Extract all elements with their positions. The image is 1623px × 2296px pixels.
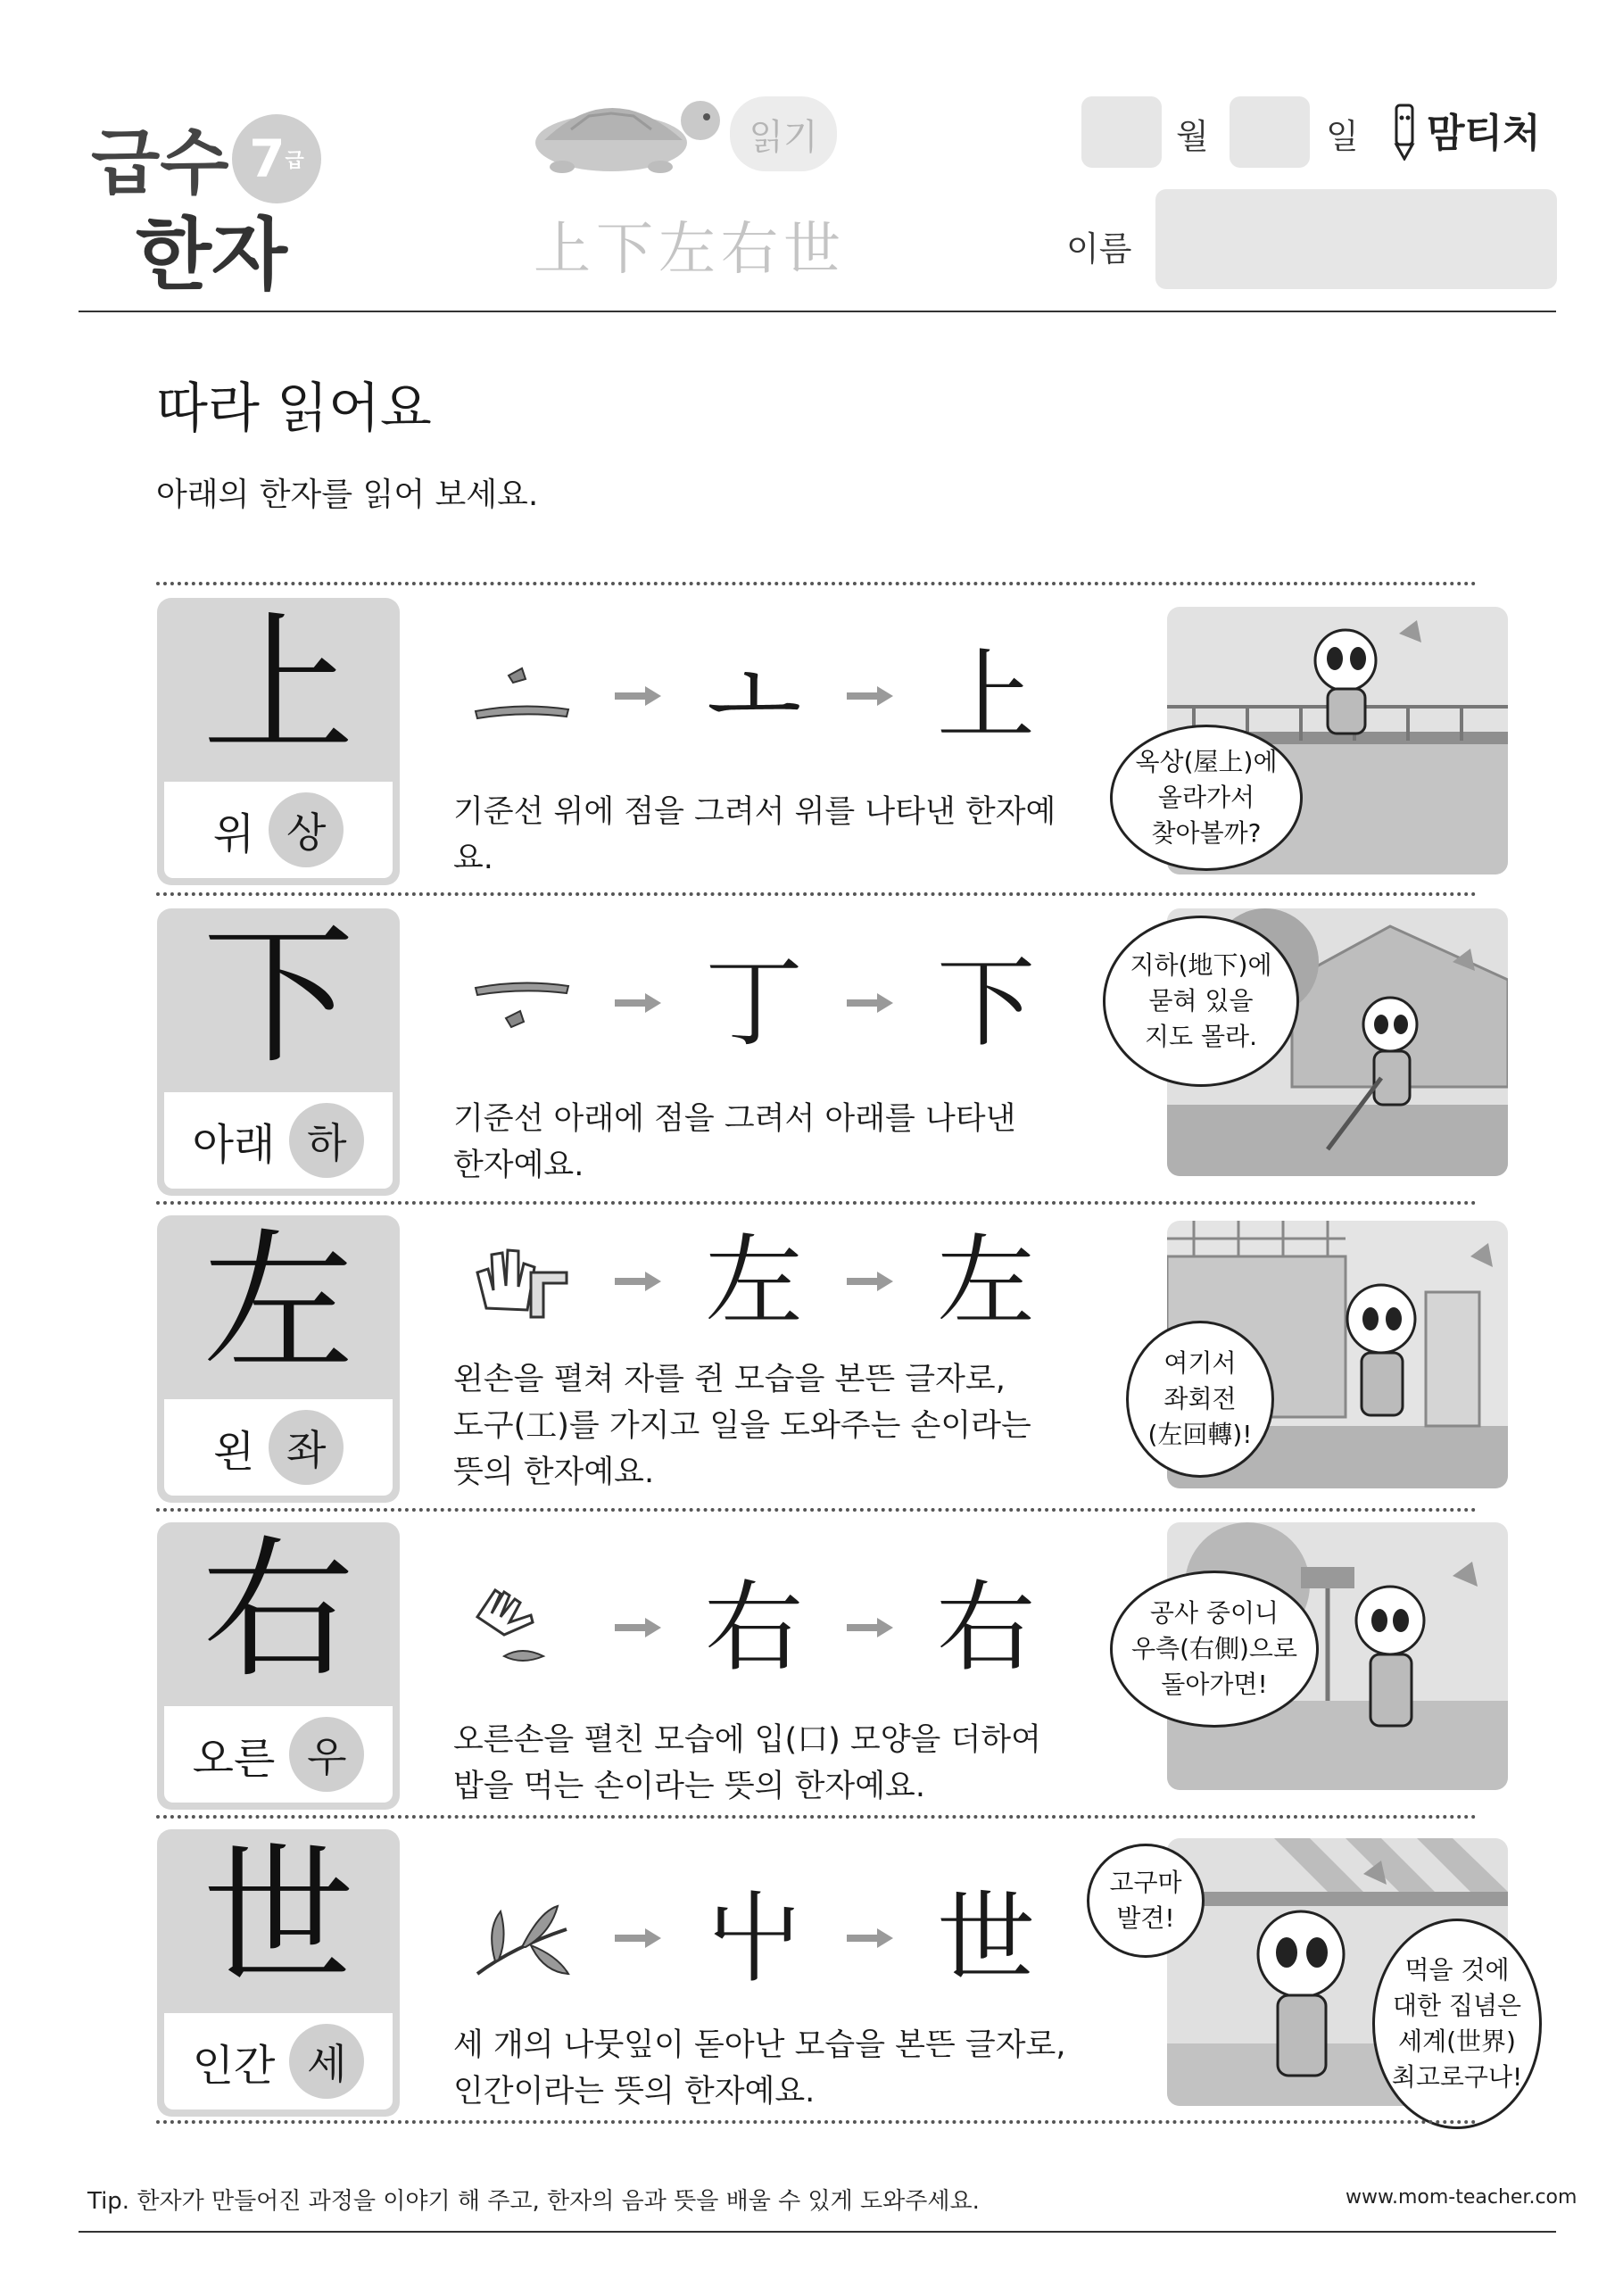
bubble-line: 발견! <box>1116 1903 1175 1933</box>
hanja-character: 左 <box>202 1215 354 1392</box>
section-instruction: 아래의 한자를 읽어 보세요. <box>156 477 539 513</box>
hanja-description <box>453 1096 1078 1189</box>
reading-box <box>164 1706 393 1803</box>
arrow-right-icon <box>821 1264 919 1299</box>
hanja-description <box>453 2022 1096 2115</box>
arrow-right-icon <box>589 985 687 1021</box>
day-label: 일 <box>1326 117 1359 156</box>
hanja-meaning: 왼 <box>212 1426 255 1477</box>
modern-form: 左 <box>937 1224 1035 1339</box>
brand-logo <box>1387 98 1541 161</box>
day-field[interactable] <box>1230 96 1310 168</box>
description-line: 오른손을 펼친 모습에 입(口) 모양을 더하여 <box>453 1722 1041 1758</box>
hanja-description <box>453 1356 1096 1496</box>
bubble-line: 세계(世界) <box>1398 2027 1516 2056</box>
grade-number: 7 <box>249 128 286 189</box>
grade-badge <box>232 114 321 203</box>
pictograph-stage <box>455 949 589 1057</box>
ancient-form: 左 <box>705 1224 803 1339</box>
description-line: 기준선 아래에 점을 그려서 아래를 나타낸 <box>453 1101 1016 1137</box>
arrow-right-icon <box>821 1920 919 1956</box>
hanja-title: 上下左右世 <box>534 217 846 283</box>
hanja-card <box>157 598 400 885</box>
bubble-line: 우측(右側)으로 <box>1130 1634 1298 1663</box>
arrow-right-icon <box>589 678 687 714</box>
reading-box <box>164 1399 393 1496</box>
speech-bubble <box>1103 916 1299 1087</box>
series-logo <box>82 105 332 301</box>
logo-line-2: 한자 <box>136 209 288 301</box>
hanja-description <box>453 1717 1096 1810</box>
dot-above-line-icon <box>468 656 576 736</box>
bubble-line: 묻혀 있을 <box>1148 986 1254 1015</box>
hanja-sound: 하 <box>289 1103 364 1178</box>
description-line: 도구(工)를 가지고 일을 도와주는 손이라는 <box>453 1408 1031 1444</box>
arrow-right-icon <box>589 1264 687 1299</box>
reading-box <box>164 2013 393 2110</box>
hanja-card <box>157 1829 400 2117</box>
hanja-meaning: 오른 <box>192 1733 276 1784</box>
brand-name: 맘티처 <box>1427 111 1541 156</box>
speech-bubble <box>1126 1321 1274 1478</box>
modern-form: 下 <box>937 946 1035 1060</box>
bubble-line: 올라가서 <box>1157 783 1255 812</box>
bubble-line: 지도 몰라. <box>1145 1022 1257 1051</box>
character-evolution <box>455 1224 1053 1339</box>
name-label: 이름 <box>1066 229 1132 269</box>
hanja-card <box>157 1215 400 1503</box>
modern-form: 世 <box>937 1881 1035 1995</box>
bubble-line: 여기서 <box>1163 1348 1237 1378</box>
bubble-line: 지하(地下)에 <box>1130 950 1272 980</box>
character-evolution <box>455 639 1053 753</box>
arrow-right-icon <box>821 1610 919 1645</box>
hanja-sound: 좌 <box>269 1410 344 1485</box>
hanja-character: 世 <box>202 1829 354 2006</box>
arrow-right-icon <box>589 1610 687 1645</box>
hanja-meaning: 위 <box>212 808 255 859</box>
hanja-card <box>157 1522 400 1810</box>
bubble-line: 돌아가면! <box>1161 1670 1268 1699</box>
footer-tip: Tip. 한자가 만들어진 과정을 이야기 해 주고, 한자의 음과 뜻을 배울 수 있게 도와주세요. <box>87 2188 980 2215</box>
ancient-form: 丁 <box>705 946 803 1060</box>
activity-bubble <box>730 96 837 171</box>
dot-below-line-icon <box>468 963 576 1043</box>
pictograph-stage <box>455 1574 589 1681</box>
bubble-line: 공사 중이니 <box>1149 1598 1279 1628</box>
speech-bubble <box>1110 1571 1319 1728</box>
logo-line-1: 급수 <box>91 121 229 204</box>
hand-and-mouth-icon <box>468 1583 576 1672</box>
ancient-form: ㅗ <box>706 639 802 753</box>
description-line: 왼손을 펼쳐 자를 쥔 모습을 본뜬 글자로, <box>453 1362 1006 1397</box>
modern-form: 右 <box>937 1571 1035 1685</box>
hanja-card <box>157 908 400 1196</box>
modern-form: 上 <box>937 639 1035 753</box>
row-divider <box>156 1815 1477 1819</box>
hanja-meaning: 아래 <box>192 1119 276 1170</box>
character-evolution <box>455 1881 1053 1995</box>
name-field[interactable] <box>1155 189 1557 289</box>
speech-bubble <box>1110 725 1303 871</box>
reading-box <box>164 782 393 878</box>
bubble-line: 찾아볼까? <box>1151 818 1262 848</box>
pencil-mascot-icon <box>1387 98 1423 161</box>
description-line: 밥을 먹는 손이라는 뜻의 한자예요. <box>453 1769 925 1804</box>
description-line: 뜻의 한자예요. <box>453 1455 655 1490</box>
month-label: 월 <box>1176 117 1209 156</box>
bubble-line: 대한 집념은 <box>1392 1991 1522 2020</box>
pictograph-stage <box>455 1228 589 1335</box>
arrow-right-icon <box>589 1920 687 1956</box>
hanja-sound: 상 <box>269 792 344 867</box>
hanja-character: 右 <box>202 1522 354 1699</box>
character-evolution <box>455 946 1053 1060</box>
activity-label: 읽기 <box>749 116 818 158</box>
three-leaves-icon <box>468 1894 576 1983</box>
hand-holding-ruler-icon <box>468 1237 576 1326</box>
arrow-right-icon <box>821 678 919 714</box>
bubble-line: (左回轉)! <box>1147 1420 1253 1449</box>
speech-bubble <box>1087 1844 1205 1958</box>
speech-bubble <box>1372 1919 1542 2129</box>
description-line: 기준선 위에 점을 그려서 위를 나타낸 한자예요. <box>453 794 1056 876</box>
grade-unit: 급 <box>285 149 304 172</box>
bubble-line: 옥상(屋上)에 <box>1135 747 1278 776</box>
bubble-line: 최고로구나! <box>1391 2062 1523 2092</box>
reading-box <box>164 1092 393 1189</box>
description-line: 세 개의 나뭇잎이 돋아난 모습을 본뜬 글자로, <box>453 2027 1066 2063</box>
hanja-meaning: 인간 <box>192 2040 276 2091</box>
month-field[interactable] <box>1081 96 1162 168</box>
row-divider <box>156 1508 1477 1512</box>
row-divider <box>156 892 1477 896</box>
hanja-sound: 세 <box>289 2024 364 2099</box>
pictograph-stage <box>455 1885 589 1992</box>
footer-url[interactable]: www.mom-teacher.com <box>1346 2186 1577 2209</box>
section-title: 따라 읽어요 <box>156 377 432 440</box>
character-evolution <box>455 1571 1053 1685</box>
bubble-line: 좌회전 <box>1163 1384 1237 1413</box>
hanja-sound: 우 <box>289 1717 364 1792</box>
description-line: 한자예요. <box>453 1148 584 1183</box>
description-line: 인간이라는 뜻의 한자예요. <box>453 2074 816 2110</box>
row-divider <box>156 582 1477 585</box>
hanja-description <box>453 789 1078 882</box>
bubble-line: 먹을 것에 <box>1404 1955 1510 1985</box>
header-divider <box>79 311 1556 312</box>
ancient-form: 右 <box>705 1571 803 1685</box>
row-divider <box>156 1201 1477 1205</box>
arrow-right-icon <box>821 985 919 1021</box>
hanja-character: 上 <box>202 598 354 775</box>
pictograph-stage <box>455 642 589 750</box>
ancient-form: 屮 <box>705 1881 803 1995</box>
turtle-icon <box>526 85 732 174</box>
hanja-character: 下 <box>202 908 354 1085</box>
row-divider <box>156 2120 1477 2124</box>
bubble-line: 고구마 <box>1109 1868 1182 1897</box>
footer-divider <box>79 2231 1556 2233</box>
